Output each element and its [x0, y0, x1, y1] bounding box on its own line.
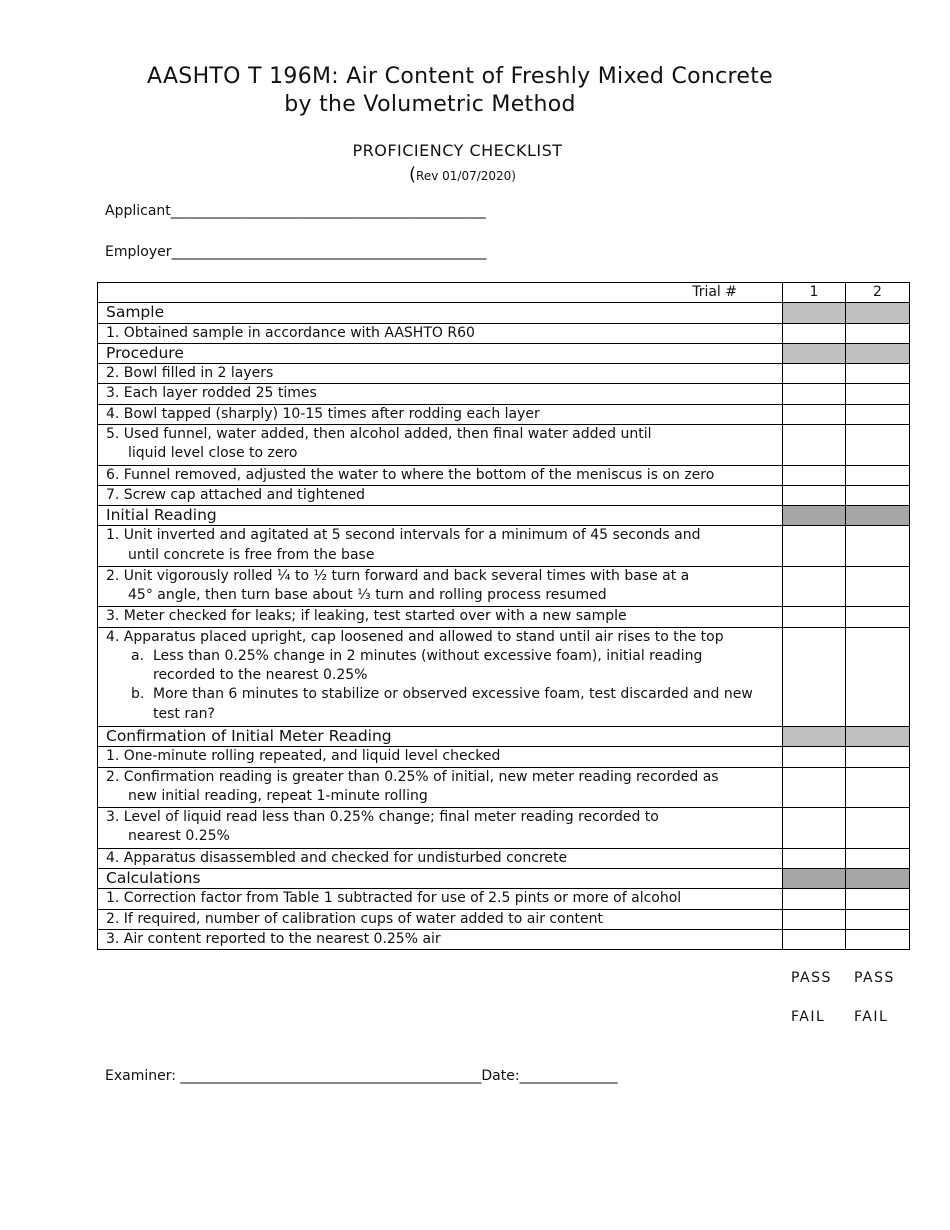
trial-2-checkbox[interactable]: [846, 808, 910, 849]
section-row-confirmation: [98, 727, 910, 747]
trial-1-header: 1: [783, 283, 846, 303]
trial-1-checkbox[interactable]: [783, 364, 846, 384]
shaded-cell: [783, 868, 846, 888]
employer-label: Employer: [105, 244, 172, 260]
trial-2-checkbox[interactable]: [846, 364, 910, 384]
trial-1-checkbox[interactable]: [783, 323, 846, 343]
shaded-cell: [783, 343, 846, 363]
item-line2: liquid level close to zero: [128, 445, 298, 462]
revision-paren: (: [409, 164, 417, 185]
item-line1: 2. Unit vigorously rolled ¼ to ½ turn forward and back several times with base at a: [106, 567, 690, 584]
item-text: 1. Correction factor from Table 1 subtracted for use of 2.5 pints or more of alcohol: [98, 889, 783, 909]
table-row: [98, 808, 910, 849]
table-row: [98, 607, 910, 627]
item-line1: 2. Confirmation reading is greater than 0.25% of initial, new meter reading recorded as: [106, 768, 719, 785]
date-line[interactable]: ______________: [519, 1068, 618, 1084]
applicant-line[interactable]: _____________________________________________: [170, 203, 486, 219]
table-row: [98, 323, 910, 343]
employer-line[interactable]: _____________________________________________: [171, 244, 487, 260]
trial-1-checkbox[interactable]: [783, 848, 846, 868]
trial-1-checkbox[interactable]: [783, 425, 846, 466]
section-row-procedure: [98, 343, 910, 363]
applicant-field[interactable]: [105, 203, 486, 219]
trial-1-checkbox[interactable]: [783, 566, 846, 607]
trial-1-checkbox[interactable]: [783, 767, 846, 808]
trial-1-pass-option[interactable]: PASS: [791, 970, 832, 986]
shaded-cell: [783, 303, 846, 323]
item-text: [98, 767, 783, 808]
section-heading-calculations: Calculations: [98, 868, 783, 888]
item-text: 3. Meter checked for leaks; if leaking, test started over with a new sample: [98, 607, 783, 627]
trial-2-checkbox[interactable]: [846, 526, 910, 567]
trial-2-checkbox[interactable]: [846, 465, 910, 485]
shaded-cell: [846, 343, 910, 363]
trial-2-checkbox[interactable]: [846, 848, 910, 868]
sub-item-b: [106, 685, 782, 723]
table-row: [98, 485, 910, 505]
section-heading-sample: Sample: [98, 303, 783, 323]
item-text: [98, 627, 783, 726]
shaded-cell: [846, 303, 910, 323]
employer-field[interactable]: [105, 244, 486, 260]
table-row: [98, 404, 910, 424]
examiner-line[interactable]: ___________________________________________: [180, 1068, 482, 1084]
trial-2-checkbox[interactable]: [846, 607, 910, 627]
document-title-line1: AASHTO T 196M: Air Content of Freshly Mixed Concrete: [147, 64, 773, 89]
trial-1-checkbox[interactable]: [783, 607, 846, 627]
item-text: 3. Each layer rodded 25 times: [98, 384, 783, 404]
item-text: 6. Funnel removed, adjusted the water to where the bottom of the meniscus is on zero: [98, 465, 783, 485]
trial-2-checkbox[interactable]: [846, 889, 910, 909]
item-line2: 45° angle, then turn base about ⅓ turn and rolling process resumed: [128, 587, 607, 604]
item-line2: until concrete is free from the base: [128, 546, 375, 563]
trial-2-checkbox[interactable]: [846, 929, 910, 949]
table-row: [98, 929, 910, 949]
item-text: 3. Air content reported to the nearest 0.25% air: [98, 929, 783, 949]
checklist-table: [97, 282, 910, 950]
examiner-date-row: [105, 1068, 618, 1084]
trial-1-checkbox[interactable]: [783, 384, 846, 404]
trial-1-checkbox[interactable]: [783, 526, 846, 567]
trial-2-checkbox[interactable]: [846, 323, 910, 343]
trial-2-checkbox[interactable]: [846, 425, 910, 466]
revision-text: Rev 01/07/2020): [416, 169, 516, 183]
table-row: [98, 747, 910, 767]
trial-label: Trial #: [98, 283, 783, 303]
applicant-label: Applicant: [105, 203, 171, 219]
item-line1: 1. Unit inverted and agitated at 5 second intervals for a minimum of 45 seconds and: [106, 527, 701, 544]
table-row: [98, 566, 910, 607]
table-row: [98, 465, 910, 485]
trial-1-checkbox[interactable]: [783, 404, 846, 424]
shaded-cell: [846, 506, 910, 526]
item-line1: 4. Apparatus placed upright, cap loosened and allowed to stand until air rises to the top: [106, 628, 724, 645]
item-line1: 3. Level of liquid read less than 0.25% change; final meter reading recorded to: [106, 809, 659, 826]
table-row: [98, 848, 910, 868]
revision-date: [0, 164, 925, 185]
trial-1-fail-option[interactable]: FAIL: [791, 1009, 826, 1025]
trial-2-checkbox[interactable]: [846, 627, 910, 726]
trial-2-checkbox[interactable]: [846, 404, 910, 424]
item-text: [98, 566, 783, 607]
table-row: [98, 627, 910, 726]
document-title-line2: by the Volumetric Method: [284, 92, 576, 117]
shaded-cell: [846, 727, 910, 747]
trial-2-checkbox[interactable]: [846, 566, 910, 607]
trial-2-checkbox[interactable]: [846, 747, 910, 767]
sub-item-letter: b.: [131, 686, 145, 703]
trial-2-pass-option[interactable]: PASS: [854, 970, 895, 986]
sub-item-text: Less than 0.25% change in 2 minutes (without excessive foam), initial reading recorded to the nearest 0.25%: [153, 647, 703, 684]
sub-item-a: [106, 647, 782, 685]
item-line1: 5. Used funnel, water added, then alcohol added, then final water added until: [106, 426, 652, 443]
checklist-subtitle: PROFICIENCY CHECKLIST: [352, 141, 563, 160]
sub-item-text: More than 6 minutes to stabilize or observed excessive foam, test discarded and new test ran?: [153, 686, 753, 722]
table-row: [98, 889, 910, 909]
item-text: 1. One-minute rolling repeated, and liquid level checked: [98, 747, 783, 767]
section-heading-procedure: Procedure: [98, 343, 783, 363]
table-row: [98, 526, 910, 567]
section-row-initial-reading: [98, 506, 910, 526]
section-heading-initial-reading: Initial Reading: [98, 506, 783, 526]
trial-1-checkbox[interactable]: [783, 465, 846, 485]
trial-1-checkbox[interactable]: [783, 747, 846, 767]
trial-2-checkbox[interactable]: [846, 384, 910, 404]
item-text: 4. Apparatus disassembled and checked for undisturbed concrete: [98, 848, 783, 868]
item-text: [98, 526, 783, 567]
item-line2: nearest 0.25%: [128, 828, 230, 845]
table-row: [98, 425, 910, 466]
table-header-row: [98, 283, 910, 303]
trial-2-checkbox[interactable]: [846, 909, 910, 929]
trial-1-checkbox[interactable]: [783, 929, 846, 949]
shaded-cell: [846, 868, 910, 888]
trial-1-checkbox[interactable]: [783, 627, 846, 726]
trial-2-checkbox[interactable]: [846, 767, 910, 808]
trial-1-checkbox[interactable]: [783, 808, 846, 849]
examiner-label: Examiner:: [105, 1068, 181, 1084]
date-label: Date:: [481, 1068, 520, 1084]
table-row: [98, 364, 910, 384]
section-row-sample: [98, 303, 910, 323]
item-text: 2. Bowl filled in 2 layers: [98, 364, 783, 384]
sub-item-letter: a.: [131, 647, 145, 664]
table-row: [98, 909, 910, 929]
item-line2: new initial reading, repeat 1-minute rolling: [128, 787, 428, 804]
item-text: [98, 425, 783, 466]
item-text: 7. Screw cap attached and tightened: [98, 485, 783, 505]
section-heading-confirmation: Confirmation of Initial Meter Reading: [98, 727, 783, 747]
table-row: [98, 384, 910, 404]
table-row: [98, 767, 910, 808]
item-text: 1. Obtained sample in accordance with AASHTO R60: [98, 323, 783, 343]
trial-1-checkbox[interactable]: [783, 909, 846, 929]
shaded-cell: [783, 506, 846, 526]
section-row-calculations: [98, 868, 910, 888]
trial-1-checkbox[interactable]: [783, 485, 846, 505]
item-text: [98, 808, 783, 849]
trial-2-fail-option[interactable]: FAIL: [854, 1009, 889, 1025]
item-text: 2. If required, number of calibration cups of water added to air content: [98, 909, 783, 929]
trial-1-checkbox[interactable]: [783, 889, 846, 909]
trial-2-checkbox[interactable]: [846, 485, 910, 505]
shaded-cell: [783, 727, 846, 747]
trial-2-header: 2: [846, 283, 910, 303]
item-text: 4. Bowl tapped (sharply) 10-15 times after rodding each layer: [98, 404, 783, 424]
